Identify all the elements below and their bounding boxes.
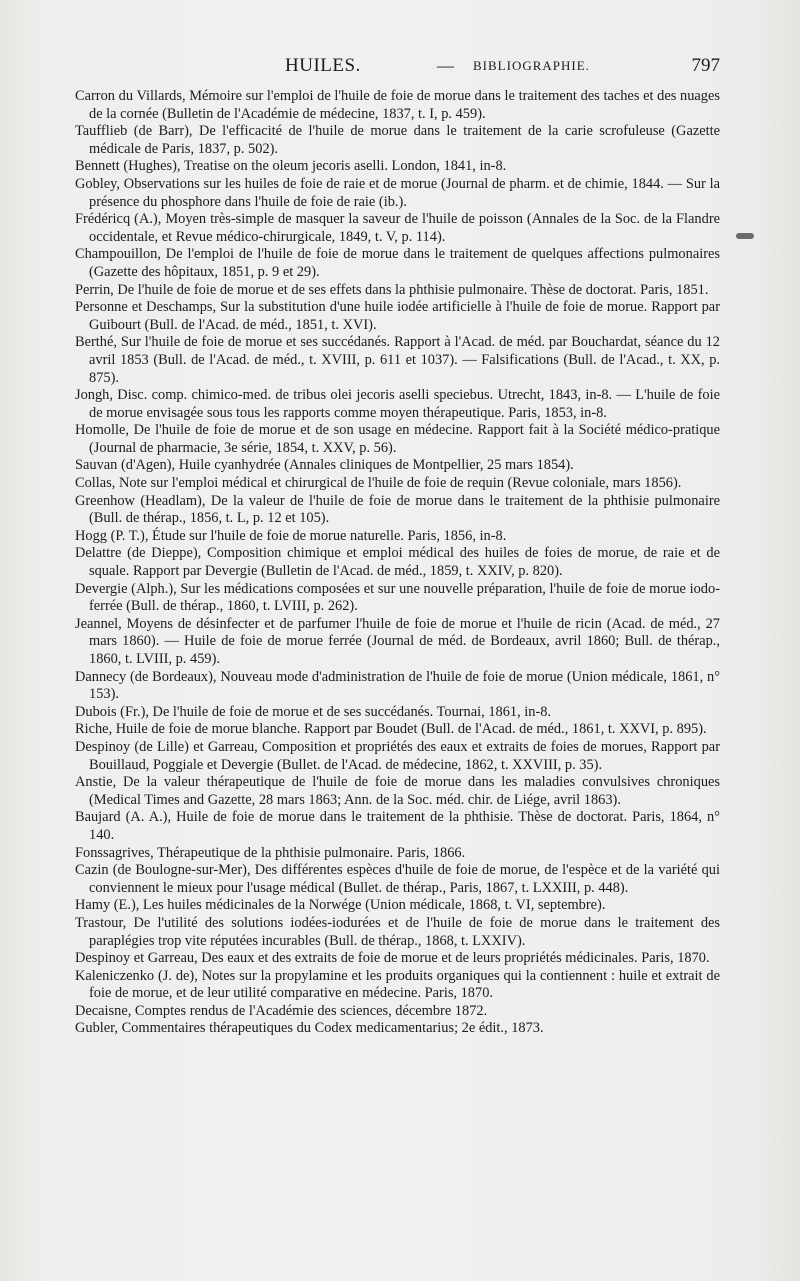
bibliography-entry: Dannecy (de Bordeaux), Nouveau mode d'administration de l'huile de foie de morue (Union médicale, 1861, n° 153). — [75, 668, 720, 703]
bibliography-entry: Despinoy (de Lille) et Garreau, Composition et propriétés des eaux et extraits de foies de morues, Rapport par Bouillaud, Poggiale et Devergie (Bullet. de l'Acad. de médecine, 1862, t. XXVIII, p. 35). — [75, 738, 720, 773]
header-title: HUILES. — [285, 55, 361, 76]
bibliography-entry: Riche, Huile de foie de morue blanche. Rapport par Boudet (Bull. de l'Acad. de méd., 1861, t. XXVI, p. 895). — [75, 721, 707, 738]
bibliography-entry: Berthé, Sur l'huile de foie de morue et ses succédanés. Rapport à l'Acad. de méd. par Bouchardat, séance du 12 avril 1853 (Bull. de l'Acad. de méd., t. XVIII, p. 611 et 1037). — Falsifications (Bull. de l'Acad., t. XX, p. 875). — [75, 334, 720, 386]
bibliography-entry: Gubler, Commentaires thérapeutiques du Codex medicamentarius; 2e édit., 1873. — [75, 1020, 544, 1037]
bibliography-list — [75, 88, 720, 1038]
header-subtitle: BIBLIOGRAPHIE. — [473, 58, 590, 73]
bibliography-entry: Hogg (P. T.), Étude sur l'huile de foie de morue naturelle. Paris, 1856, in-8. — [75, 527, 507, 544]
bibliography-entry: Anstie, De la valeur thérapeutique de l'huile de foie de morue dans les maladies convulsives chroniques (Medical Times and Gazette, 28 mars 1863; Ann. de la Soc. méd. chir. de Liége, avril 1863). — [75, 774, 720, 808]
bibliography-entry: Despinoy et Garreau, Des eaux et des extraits de foie de morue et de leurs propriétés médicinales. Paris, 1870. — [75, 950, 710, 967]
bibliography-entry: Devergie (Alph.), Sur les médications composées et sur une nouvelle préparation, l'huile de foie de morue iodo-ferrée (Bull. de thérap., 1860, t. LVIII, p. 262). — [75, 580, 720, 615]
bibliography-entry: Fonssagrives, Thérapeutique de la phthisie pulmonaire. Paris, 1866. — [75, 844, 466, 861]
bibliography-entry: Dubois (Fr.), De l'huile de foie de morue et de ses succédanés. Tournai, 1861, in-8. — [75, 703, 552, 720]
bibliography-entry: Delattre (de Dieppe), Composition chimique et emploi médical des huiles de foies de morue, de raie et de squale. Rapport par Devergie (Bulletin de l'Acad. de méd., 1859, t. XXIV, p. 820). — [75, 545, 720, 580]
bibliography-entry: Frédéricq (A.), Moyen très-simple de masquer la saveur de l'huile de poisson (Annales de la Soc. de la Flandre occidentale, et Revue médico-chirurgicale, 1849, t. V, p. 114). — [75, 211, 720, 245]
bibliography-entry: Champouillon, De l'emploi de l'huile de foie de morue dans le traitement de quelques affections pulmonaires (Gazette des hôpitaux, 1851, p. 9 et 29). — [75, 246, 720, 280]
bibliography-entry: Jeannel, Moyens de désinfecter et de parfumer l'huile de foie de morue et l'huile de ricin (Acad. de méd., 27 mars 1860). — Huile de foie de morue ferrée (Journal de méd. de Bordeaux, avril 1860; Bull. de thérap., 1860, t. LVIII, p. 459). — [75, 615, 720, 667]
header-dash: — — [437, 56, 454, 75]
margin-ink-mark — [736, 233, 754, 239]
bibliography-entry: Greenhow (Headlam), De la valeur de l'huile de foie de morue dans le traitement de la phthisie pulmonaire (Bull. de thérap., 1856, t. L, p. 12 et 105). — [75, 492, 720, 527]
bibliography-entry: Sauvan (d'Agen), Huile cyanhydrée (Annales cliniques de Montpellier, 25 mars 1854). — [75, 457, 574, 474]
bibliography-entry: Baujard (A. A.), Huile de foie de morue dans le traitement de la phthisie. Thèse de doctorat. Paris, 1864, n° 140. — [75, 809, 720, 843]
bibliography-entry: Kaleniczenko (J. de), Notes sur la propylamine et les produits organiques qui la contiennent : huile et extrait de foie de morue, et de leur utilité comparative en médecine. Paris, 1870. — [75, 967, 720, 1002]
running-header — [75, 55, 720, 81]
bibliography-entry: Trastour, De l'utilité des solutions iodées-iodurées et de l'huile de foie de morue dans le traitement des paraplégies trop vite réputées incurables (Bull. de thérap., 1868, t. LXXIV). — [75, 914, 720, 949]
bibliography-entry: Personne et Deschamps, Sur la substitution d'une huile iodée artificielle à l'huile de foie de morue. Rapport par Guibourt (Bull. de l'Acad. de méd., 1851, t. XVI). — [75, 299, 720, 333]
bibliography-entry: Taufflieb (de Barr), De l'efficacité de l'huile de morue dans le traitement de la carie scrofuleuse (Gazette médicale de Paris, 1837, p. 502). — [75, 123, 720, 157]
bibliography-entry: Jongh, Disc. comp. chimico-med. de tribus olei jecoris aselli speciebus. Utrecht, 1843, in-8. — L'huile de foie de morue envisagée sous tous les rapports comme moyen thérapeutique. Paris, 1853, in-8. — [75, 387, 720, 421]
bibliography-entry: Cazin (de Boulogne-sur-Mer), Des différentes espèces d'huile de foie de morue, de l'espèce et de la variété qui conviennent le mieux pour l'usage médical (Bullet. de thérap., Paris, 1867, t. LXXIII, p. 448). — [75, 862, 720, 896]
bibliography-entry: Carron du Villards, Mémoire sur l'emploi de l'huile de foie de morue dans le traitement des taches et des nuages de la cornée (Bulletin de l'Académie de médecine, 1837, t. I, p. 459). — [75, 88, 720, 122]
bibliography-entry: Decaisne, Comptes rendus de l'Académie des sciences, décembre 1872. — [75, 1002, 488, 1019]
bibliography-entry: Gobley, Observations sur les huiles de foie de raie et de morue (Journal de pharm. et de chimie, 1844. — Sur la présence du phosphore dans l'huile de foie de raie (ib.). — [75, 175, 720, 210]
bibliography-entry: Collas, Note sur l'emploi médical et chirurgical de l'huile de foie de requin (Revue coloniale, mars 1856). — [75, 475, 682, 492]
bibliography-entry: Bennett (Hughes), Treatise on the oleum jecoris aselli. London, 1841, in-8. — [75, 158, 507, 175]
page-number: 797 — [691, 55, 720, 76]
bibliography-entry: Hamy (E.), Les huiles médicinales de la Norwége (Union médicale, 1868, t. VI, septembre). — [75, 897, 606, 914]
bibliography-entry: Perrin, De l'huile de foie de morue et de ses effets dans la phthisie pulmonaire. Thèse de doctorat. Paris, 1851. — [75, 281, 709, 298]
bibliography-entry: Homolle, De l'huile de foie de morue et de son usage en médecine. Rapport fait à la Société médico-pratique (Journal de pharmacie, 3e série, 1854, t. XXV, p. 56). — [75, 422, 720, 456]
